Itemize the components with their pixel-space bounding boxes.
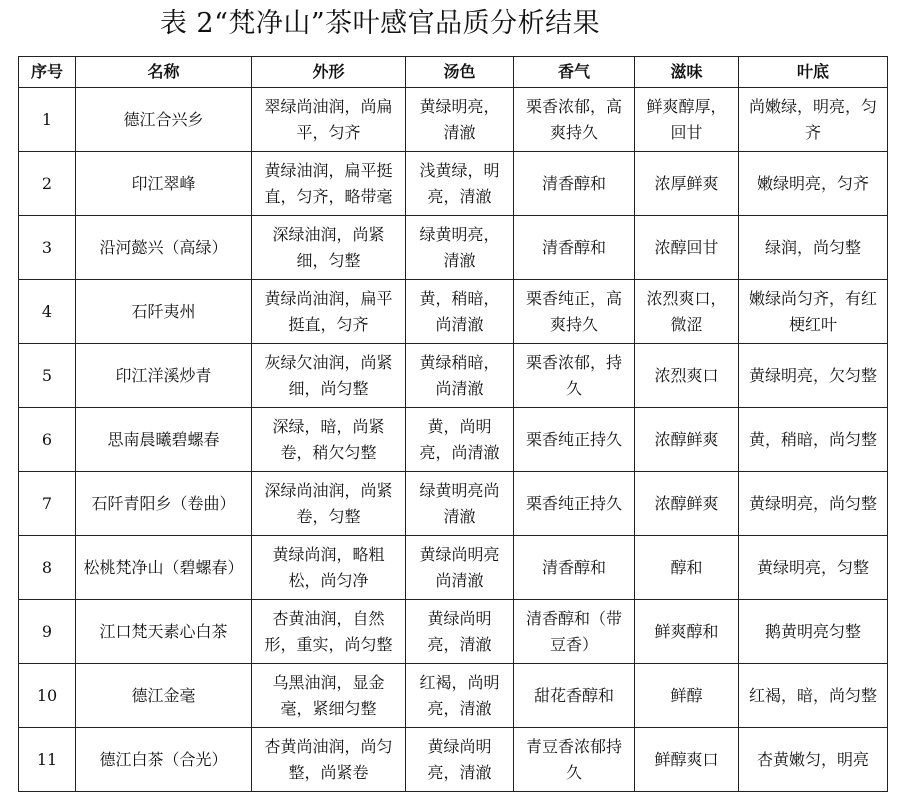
cell-name: 印江翠峰 <box>76 152 252 216</box>
cell-name: 石阡夷州 <box>76 280 252 344</box>
cell-name: 江口梵天素心白茶 <box>76 600 252 664</box>
cell-aroma: 栗香纯正持久 <box>514 408 635 472</box>
header-cell-index: 序号 <box>19 57 76 88</box>
cell-name: 德江金毫 <box>76 664 252 728</box>
cell-shape: 深绿尚油润，尚紧卷，匀整 <box>252 472 406 536</box>
cell-index: 2 <box>19 152 76 216</box>
table-row <box>19 728 888 792</box>
cell-shape: 杏黄尚油润，尚匀整，尚紧卷 <box>252 728 406 792</box>
cell-aroma: 青豆香浓郁持久 <box>514 728 635 792</box>
table-row <box>19 472 888 536</box>
cell-leaf-base: 杏黄嫩匀，明亮 <box>739 728 888 792</box>
cell-leaf-base: 红褐，暗，尚匀整 <box>739 664 888 728</box>
cell-index: 11 <box>19 728 76 792</box>
cell-shape: 深绿油润，尚紧细，匀整 <box>252 216 406 280</box>
cell-index: 9 <box>19 600 76 664</box>
cell-soup-color: 黄绿明亮，清澈 <box>406 88 514 152</box>
cell-taste: 浓醇鲜爽 <box>635 408 739 472</box>
cell-aroma: 栗香纯正，高爽持久 <box>514 280 635 344</box>
cell-taste: 醇和 <box>635 536 739 600</box>
header-row <box>19 57 888 88</box>
cell-name: 德江白茶（合光） <box>76 728 252 792</box>
cell-taste: 浓烈爽口，微涩 <box>635 280 739 344</box>
table-row <box>19 280 888 344</box>
cell-leaf-base: 黄，稍暗，尚匀整 <box>739 408 888 472</box>
cell-soup-color: 绿黄明亮，清澈 <box>406 216 514 280</box>
header-cell-name: 名称 <box>76 57 252 88</box>
cell-index: 5 <box>19 344 76 408</box>
cell-leaf-base: 黄绿明亮，匀整 <box>739 536 888 600</box>
cell-taste: 鲜醇 <box>635 664 739 728</box>
cell-soup-color: 绿黄明亮尚清澈 <box>406 472 514 536</box>
cell-name: 松桃梵净山（碧螺春） <box>76 536 252 600</box>
cell-name: 沿河懿兴（高绿） <box>76 216 252 280</box>
cell-taste: 浓醇回甘 <box>635 216 739 280</box>
table-row <box>19 408 888 472</box>
table-row <box>19 88 888 152</box>
cell-aroma: 栗香浓郁，高爽持久 <box>514 88 635 152</box>
cell-aroma: 清香醇和 <box>514 152 635 216</box>
cell-shape: 黄绿尚润，略粗松，尚匀净 <box>252 536 406 600</box>
cell-taste: 浓烈爽口 <box>635 344 739 408</box>
cell-shape: 翠绿尚油润，尚扁平，匀齐 <box>252 88 406 152</box>
cell-index: 8 <box>19 536 76 600</box>
table-title: 表 2“梵净山”茶叶感官品质分析结果 <box>159 8 601 39</box>
cell-name: 德江合兴乡 <box>76 88 252 152</box>
cell-index: 4 <box>19 280 76 344</box>
cell-leaf-base: 鹅黄明亮匀整 <box>739 600 888 664</box>
cell-soup-color: 黄绿尚明亮，清澈 <box>406 600 514 664</box>
cell-taste: 浓醇鲜爽 <box>635 472 739 536</box>
cell-aroma: 清香醇和 <box>514 216 635 280</box>
cell-index: 6 <box>19 408 76 472</box>
cell-leaf-base: 黄绿明亮，尚匀整 <box>739 472 888 536</box>
cell-taste: 鲜爽醇厚，回甘 <box>635 88 739 152</box>
cell-leaf-base: 绿润，尚匀整 <box>739 216 888 280</box>
cell-shape: 灰绿欠油润，尚紧细，尚匀整 <box>252 344 406 408</box>
cell-aroma: 清香醇和 <box>514 536 635 600</box>
cell-index: 3 <box>19 216 76 280</box>
header-cell-leaf-base: 叶底 <box>739 57 888 88</box>
cell-aroma: 甜花香醇和 <box>514 664 635 728</box>
table-row <box>19 600 888 664</box>
cell-index: 7 <box>19 472 76 536</box>
table-row <box>19 536 888 600</box>
cell-leaf-base: 嫩绿明亮，匀齐 <box>739 152 888 216</box>
cell-soup-color: 黄，稍暗，尚清澈 <box>406 280 514 344</box>
cell-leaf-base: 黄绿明亮，欠匀整 <box>739 344 888 408</box>
cell-soup-color: 黄绿尚明亮，清澈 <box>406 728 514 792</box>
cell-aroma: 栗香纯正持久 <box>514 472 635 536</box>
table-row <box>19 664 888 728</box>
table-body <box>19 88 888 792</box>
cell-soup-color: 红褐，尚明亮，清澈 <box>406 664 514 728</box>
cell-index: 1 <box>19 88 76 152</box>
cell-shape: 深绿，暗，尚紧卷，稍欠匀整 <box>252 408 406 472</box>
cell-name: 印江洋溪炒青 <box>76 344 252 408</box>
cell-aroma: 清香醇和（带豆香） <box>514 600 635 664</box>
cell-soup-color: 黄，尚明亮，尚清澈 <box>406 408 514 472</box>
cell-taste: 鲜爽醇和 <box>635 600 739 664</box>
cell-soup-color: 黄绿稍暗，尚清澈 <box>406 344 514 408</box>
header-cell-soup-color: 汤色 <box>406 57 514 88</box>
header-cell-aroma: 香气 <box>514 57 635 88</box>
cell-shape: 杏黄油润，自然形，重实，尚匀整 <box>252 600 406 664</box>
cell-soup-color: 黄绿尚明亮尚清澈 <box>406 536 514 600</box>
sensory-quality-table <box>18 56 888 792</box>
table-row <box>19 344 888 408</box>
cell-taste: 浓厚鲜爽 <box>635 152 739 216</box>
cell-taste: 鲜醇爽口 <box>635 728 739 792</box>
cell-shape: 黄绿油润，扁平挺直，匀齐，略带毫 <box>252 152 406 216</box>
cell-name: 思南晨曦碧螺春 <box>76 408 252 472</box>
cell-leaf-base: 尚嫩绿，明亮，匀齐 <box>739 88 888 152</box>
cell-name: 石阡青阳乡（卷曲） <box>76 472 252 536</box>
cell-leaf-base: 嫩绿尚匀齐，有红梗红叶 <box>739 280 888 344</box>
cell-shape: 黄绿尚油润，扁平挺直，匀齐 <box>252 280 406 344</box>
cell-aroma: 栗香浓郁，持久 <box>514 344 635 408</box>
header-cell-shape: 外形 <box>252 57 406 88</box>
cell-shape: 乌黑油润，显金毫，紧细匀整 <box>252 664 406 728</box>
table-row <box>19 216 888 280</box>
cell-soup-color: 浅黄绿，明亮，清澈 <box>406 152 514 216</box>
header-cell-taste: 滋味 <box>635 57 739 88</box>
table-row <box>19 152 888 216</box>
cell-index: 10 <box>19 664 76 728</box>
